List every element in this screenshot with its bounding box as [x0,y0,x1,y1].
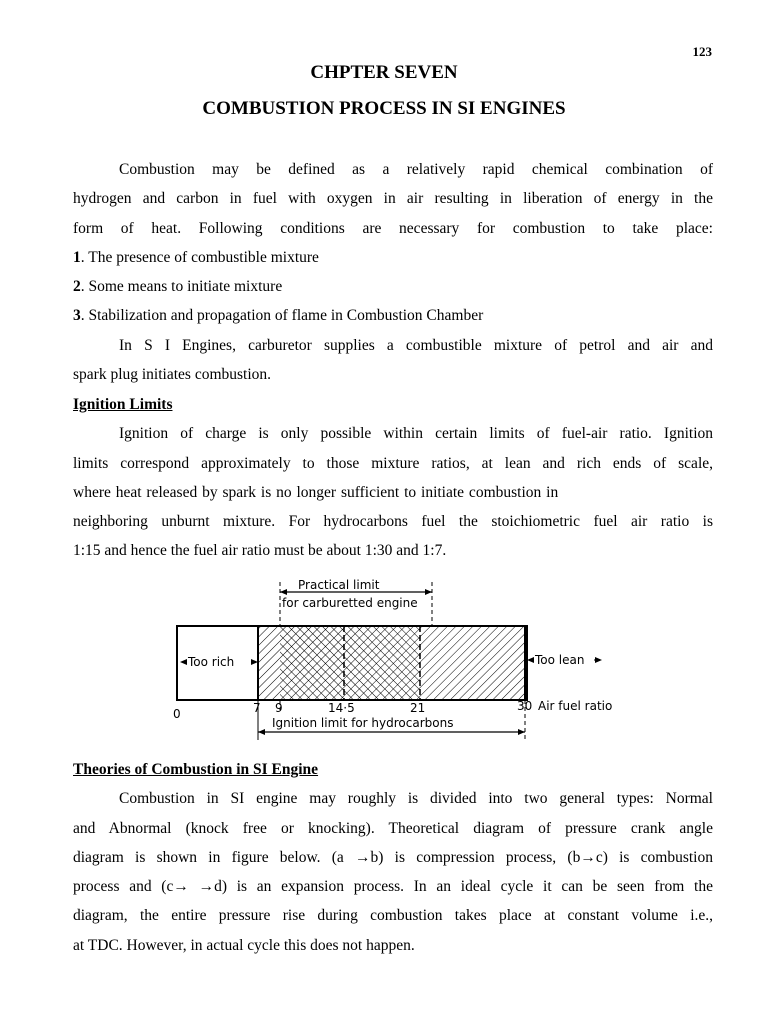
axis-label: Air fuel ratio [538,699,613,713]
too-rich-label: Too rich [188,655,235,669]
practical-limit-label-2: for carburetted engine [282,596,418,610]
tick-label: 21 [410,701,426,715]
ignition-paragraph-line: neighboring unburnt mixture. For hydrocarbons fuel the stoichiometric fuel air ratio is [73,513,713,531]
theories-paragraph-line: at TDC. However, in actual cycle this does not happen. [73,936,415,954]
intro-paragraph-line: hydrogen and carbon in fuel with oxygen in air resulting in liberation of energy in the [73,190,713,208]
intro-paragraph-line: form of heat. Following conditions are necessary for combustion to take place: [73,219,713,237]
tick-label: 14·5 [328,701,355,715]
tick-label: 9 [275,701,283,715]
theories-paragraph-line: Combustion in SI engine may roughly is divided into two general types: Normal [119,790,713,808]
arrow-head-icon [518,729,525,735]
list-item [73,272,713,301]
theories-paragraph-line: diagram, the entire pressure rise during combustion takes place at constant volume i.e., [73,907,713,925]
arrow-head-icon [280,589,287,595]
tick-label: 30 [517,699,533,713]
lean-limit-zone [420,626,525,700]
ignition-limit-diagram [160,574,620,746]
rich-limit-zone [258,626,280,700]
theories-section [73,755,713,960]
theories-paragraph-line: diagram is shown in figure below. (a →b) is compression process, (b→c) is combustion [73,848,713,866]
ignition-heading: Ignition Limits [73,396,173,413]
list-item-number: 3 [73,307,81,325]
ignition-paragraph-line: 1:15 and hence the fuel air ratio must be about 1:30 and 1:7. [73,542,447,560]
arrow-head-icon [258,729,265,735]
intro-paragraph-line: In S I Engines, carburetor supplies a combustible mixture of petrol and air and [119,336,713,354]
list-item-number: 2 [73,278,81,296]
tick-label: 7 [253,701,261,715]
main-title: COMBUSTION PROCESS IN SI ENGINES [202,98,566,119]
intro-section [73,155,713,389]
too-lean-left-arrow-icon [527,657,534,663]
list-item [73,243,713,272]
ignition-paragraph-line: limits correspond approximately to those mixture ratios, at lean and rich ends of scale, [73,454,713,472]
list-item-number: 1 [73,248,81,266]
ignition-limit-label: Ignition limit for hydrocarbons [272,716,454,730]
intro-paragraph-line: spark plug initiates combustion. [73,366,272,384]
theories-paragraph-line: and Abnormal (knock free or knocking). Theoretical diagram of pressure crank angle [73,819,713,837]
chapter-title: CHPTER SEVEN [310,62,458,83]
list-item-text: . The presence of combustible mixture [80,248,319,266]
intro-paragraph-line: Combustion may be defined as a relatively rapid chemical combination of [119,161,713,178]
list-item-text: . Some means to initiate mixture [80,278,283,296]
theories-paragraph-line: process and (c→ →d) is an expansion process. In an ideal cycle it can be seen from the [73,878,713,896]
ignition-section [73,390,713,566]
too-lean-label: Too lean [535,653,585,667]
practical-zone [280,626,420,700]
page-number: 123 [692,44,712,59]
ignition-paragraph-line: Ignition of charge is only possible within certain limits of fuel-air ratio. Ignition [119,425,713,443]
tick-label: 0 [173,707,181,721]
arrow-head-icon [425,589,432,595]
practical-limit-label: Practical limit [298,578,380,592]
ignition-paragraph-line: where heat released by spark is no longer sufficient to initiate combustion in [73,483,559,501]
list-item-text: . Stabilization and propagation of flame in Combustion Chamber [80,307,484,325]
list-item [73,301,713,330]
theories-heading: Theories of Combustion in SI Engine [73,761,319,778]
